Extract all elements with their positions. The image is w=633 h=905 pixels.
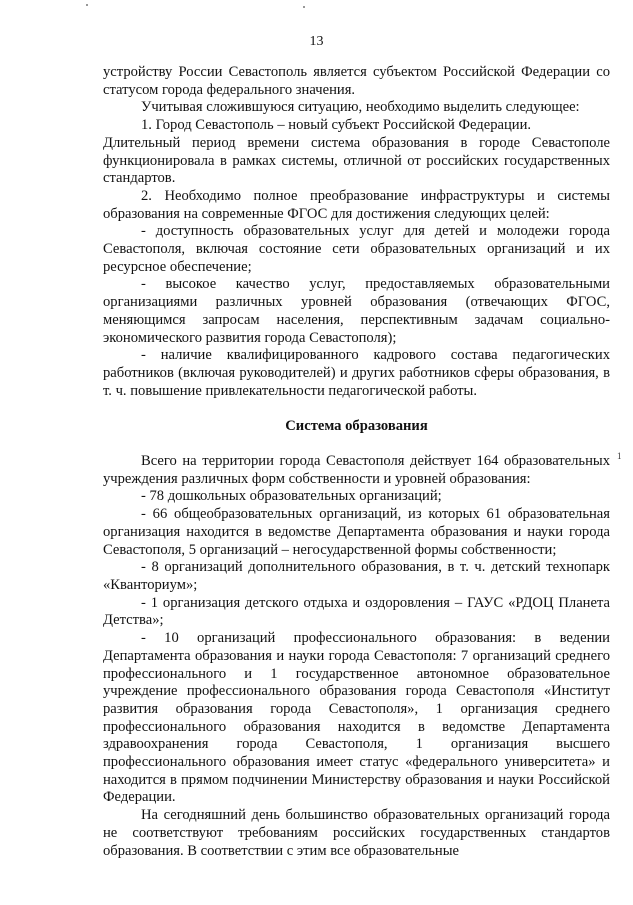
list-item: - 66 общеобразовательных организаций, из которых 61 образовательная организация находится в ведомстве Департамента образования и науки города Севастополя, 5 организаций – негосударственной формы собственности;: [103, 506, 610, 558]
scan-speck: [303, 6, 305, 8]
paragraph: На сегодняшний день большинство образовательных организаций города не соответствуют требованиям российских государственных стандартов образования. В соответствии с этим все образовательные: [103, 807, 610, 859]
list-item: - доступность образовательных услуг для детей и молодежи города Севастополя, включая состояние сети образовательных организаций и их ресурсное обеспечение;: [103, 223, 610, 275]
section-heading: Система образования: [285, 418, 428, 435]
list-item: - 8 организаций дополнительного образования, в т. ч. детский технопарк «Кванториум»;: [103, 559, 610, 593]
list-item: - 78 дошкольных образовательных организаций;: [141, 488, 442, 505]
list-item: - высокое качество услуг, предоставляемых образовательными организациями различных уровней образования (отвечающих ФГОС, меняющимся запросам населения, перспективным задачам социально-экономического развития города Севастополя);: [103, 276, 610, 346]
paragraph: Учитывая сложившуюся ситуацию, необходимо выделить следующее:: [141, 99, 580, 116]
list-item: - наличие квалифицированного кадрового состава педагогических работников (включая руководителей) и других работников сферы образования, в т. ч. повышение привлекательности педагогической работы.: [103, 347, 610, 399]
paragraph: устройству России Севастополь является субъектом Российской Федерации со статусом города федерального значения.: [103, 64, 610, 98]
page-number: 13: [309, 34, 324, 49]
paragraph: Длительный период времени система образования в городе Севастополе функционировала в рамках системы, отличной от российских государственных стандартов.: [103, 134, 610, 187]
paragraph: 2. Необходимо полное преобразование инфраструктуры и системы образования на современные ФГОС для достижения следующих целей:: [103, 187, 610, 222]
list-item: - 10 организаций профессионального образования: в ведении Департамента образования и науки города Севастополя: 7 организаций среднего профессионального и 1 государственное автономное образовательное учреждение профессионального образования города Севастополя «Институт развития образования города Севастополя», 1 организация среднего профессионального образования находится в ведомстве Департамента здравоохранения города Севастополя, 1 организация высшего профессионального образования имеет статус «федерального университета» и находится в прямом подчинении Министерству образования и науки Российской Федерации.: [103, 630, 610, 806]
margin-marker: 1: [617, 451, 622, 461]
document-body: [103, 64, 610, 860]
paragraph: 1. Город Севастополь – новый субъект Российской Федерации.: [141, 117, 532, 134]
paragraph: Всего на территории города Севастополя действует 164 образовательных учреждения различных форм собственности и уровней образования:: [103, 453, 610, 487]
list-item: - 1 организация детского отдыха и оздоровления – ГАУС «РДОЦ Планета Детства»;: [103, 594, 610, 629]
scan-speck: [86, 4, 88, 6]
